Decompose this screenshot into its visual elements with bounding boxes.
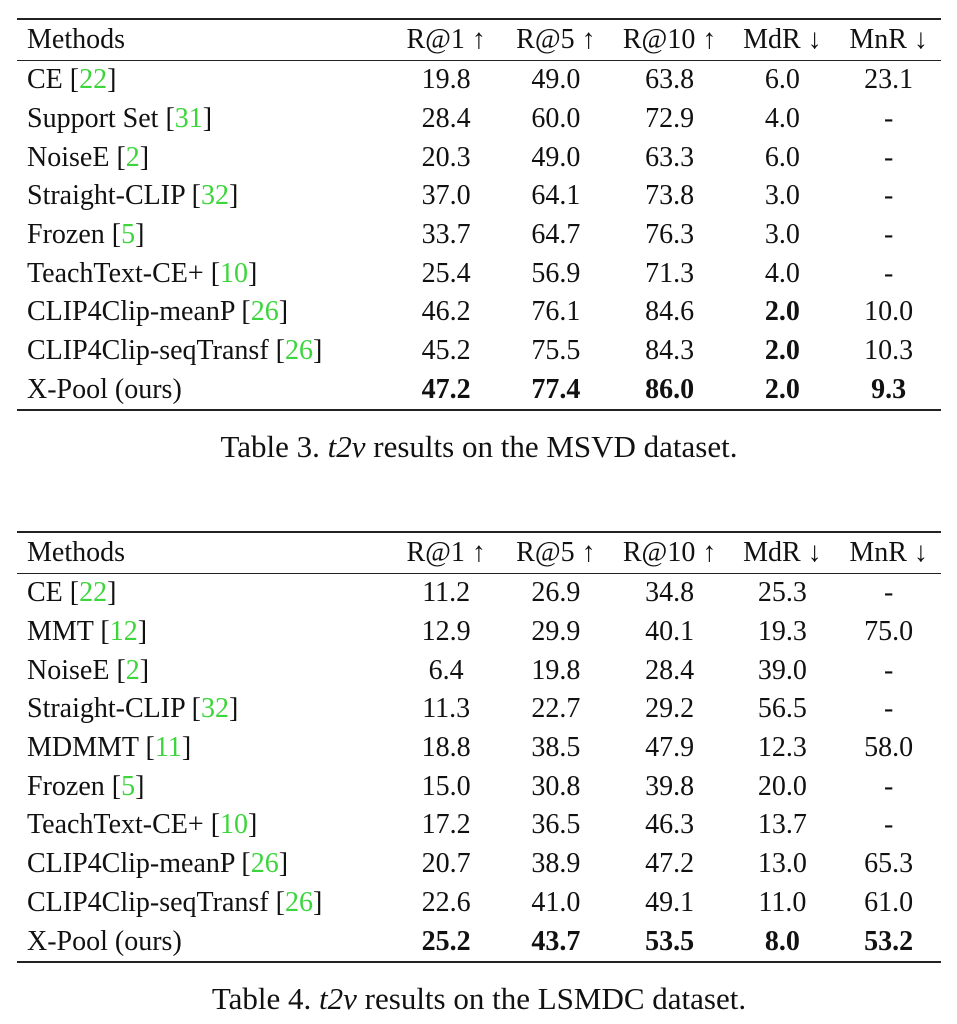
r10-value: 63.8 bbox=[645, 64, 695, 96]
caption-prefix: Table 4. bbox=[211, 980, 312, 1016]
r1-value: 33.7 bbox=[421, 219, 471, 251]
r10-value: 63.3 bbox=[645, 141, 695, 173]
r1-value: 45.2 bbox=[421, 335, 471, 367]
table-row bbox=[17, 138, 941, 177]
method-cell: TeachText-CE+ [10] bbox=[27, 257, 258, 289]
mnr-value: 23.1 bbox=[864, 64, 914, 96]
mnr-value: 10.3 bbox=[864, 335, 914, 367]
table-row bbox=[17, 61, 941, 100]
method-name: X-Pool (ours) bbox=[27, 373, 182, 405]
table-row bbox=[17, 884, 941, 923]
mnr-value: - bbox=[883, 141, 894, 173]
mdr-value: 25.3 bbox=[757, 577, 807, 609]
r10-value: 73.8 bbox=[645, 180, 695, 212]
mdr-value: 3.0 bbox=[764, 219, 800, 251]
r10-value: 86.0 bbox=[645, 373, 695, 405]
header-r5: R@5 ↑ bbox=[516, 537, 596, 568]
mdr-value: 39.0 bbox=[757, 654, 807, 686]
mdr-value: 20.0 bbox=[757, 770, 807, 802]
citation-link[interactable]: 31 bbox=[174, 103, 203, 135]
method-name: CE bbox=[27, 64, 63, 96]
mnr-value: - bbox=[883, 809, 894, 841]
r10-value: 76.3 bbox=[645, 219, 695, 251]
method-name: Straight-CLIP bbox=[27, 180, 185, 212]
table-row bbox=[17, 100, 941, 139]
table-row bbox=[17, 574, 941, 613]
method-name: MDMMT bbox=[27, 732, 139, 764]
mdr-value: 4.0 bbox=[764, 103, 800, 135]
r10-value: 71.3 bbox=[645, 257, 695, 289]
r1-value: 25.2 bbox=[421, 925, 471, 957]
r10-value: 72.9 bbox=[645, 103, 695, 135]
table-row bbox=[17, 216, 941, 255]
header-mdr: MdR ↓ bbox=[743, 24, 822, 55]
method-name: Support Set bbox=[27, 103, 159, 135]
mdr-value: 3.0 bbox=[764, 180, 800, 212]
method-cell: TeachText-CE+ [10] bbox=[27, 809, 258, 841]
citation-link[interactable]: 22 bbox=[79, 64, 108, 96]
table-row bbox=[17, 922, 941, 962]
mdr-value: 13.7 bbox=[757, 809, 807, 841]
r5-value: 38.9 bbox=[531, 848, 581, 880]
citation-link[interactable]: 12 bbox=[109, 616, 138, 648]
r5-value: 56.9 bbox=[531, 257, 581, 289]
citation-link[interactable]: 32 bbox=[200, 693, 229, 725]
method-name: Frozen bbox=[27, 219, 105, 251]
mnr-value: 53.2 bbox=[864, 925, 914, 957]
method-cell: CE [22] bbox=[27, 64, 117, 96]
mdr-value: 2.0 bbox=[764, 373, 800, 405]
mnr-value: - bbox=[883, 103, 894, 135]
mdr-value: 56.5 bbox=[757, 693, 807, 725]
table-3-caption bbox=[17, 429, 941, 465]
method-cell: CLIP4Clip-seqTransf [26] bbox=[27, 335, 323, 367]
caption-suffix: results on the LSMDC dataset. bbox=[364, 980, 747, 1016]
method-name: Straight-CLIP bbox=[27, 693, 185, 725]
lsmdc-table-block bbox=[17, 531, 941, 1017]
r1-value: 6.4 bbox=[428, 654, 464, 686]
mdr-value: 4.0 bbox=[764, 257, 800, 289]
r1-value: 25.4 bbox=[421, 257, 471, 289]
citation-link[interactable]: 5 bbox=[121, 219, 136, 251]
r5-value: 19.8 bbox=[531, 654, 581, 686]
method-cell: MDMMT [11] bbox=[27, 732, 192, 764]
citation-link[interactable]: 2 bbox=[125, 654, 140, 686]
method-cell: CE [22] bbox=[27, 577, 117, 609]
r5-value: 43.7 bbox=[531, 925, 581, 957]
method-name: CLIP4Clip-seqTransf bbox=[27, 886, 269, 918]
r5-value: 41.0 bbox=[531, 886, 581, 918]
method-name: CE bbox=[27, 577, 63, 609]
mdr-value: 11.0 bbox=[758, 886, 807, 918]
method-name: CLIP4Clip-meanP bbox=[27, 848, 235, 880]
r1-value: 11.3 bbox=[422, 693, 471, 725]
caption-math: t2v bbox=[327, 429, 366, 465]
method-cell: CLIP4Clip-meanP [26] bbox=[27, 848, 289, 880]
citation-link[interactable]: 26 bbox=[250, 848, 279, 880]
r5-value: 49.0 bbox=[531, 141, 581, 173]
mnr-value: - bbox=[883, 577, 894, 609]
r5-value: 49.0 bbox=[531, 64, 581, 96]
header-r10: R@10 ↑ bbox=[622, 24, 717, 55]
method-name: CLIP4Clip-meanP bbox=[27, 296, 235, 328]
method-cell bbox=[17, 922, 391, 962]
mnr-value: - bbox=[883, 180, 894, 212]
header-r5: R@5 ↑ bbox=[516, 24, 596, 55]
citation-link[interactable]: 10 bbox=[220, 257, 249, 289]
mnr-value: - bbox=[883, 257, 894, 289]
method-name: TeachText-CE+ bbox=[27, 809, 204, 841]
mnr-value: 58.0 bbox=[864, 732, 914, 764]
citation-link[interactable]: 26 bbox=[284, 335, 313, 367]
mnr-value: - bbox=[883, 654, 894, 686]
citation-link[interactable]: 32 bbox=[200, 180, 229, 212]
header-r10: R@10 ↑ bbox=[622, 537, 717, 568]
citation-link[interactable]: 10 bbox=[220, 809, 249, 841]
r5-value: 29.9 bbox=[531, 616, 581, 648]
r1-value: 37.0 bbox=[421, 180, 471, 212]
mdr-value: 8.0 bbox=[764, 925, 800, 957]
citation-link[interactable]: 22 bbox=[79, 577, 108, 609]
method-cell: MMT [12] bbox=[27, 616, 148, 648]
caption-suffix: results on the MSVD dataset. bbox=[373, 429, 738, 465]
method-cell: Frozen [5] bbox=[27, 219, 145, 251]
mnr-value: 10.0 bbox=[864, 296, 914, 328]
table-row bbox=[17, 371, 941, 411]
mdr-value: 19.3 bbox=[757, 616, 807, 648]
r5-value: 75.5 bbox=[531, 335, 581, 367]
r10-value: 84.6 bbox=[645, 296, 695, 328]
mnr-value: 75.0 bbox=[864, 616, 914, 648]
mnr-value: - bbox=[883, 693, 894, 725]
table-row bbox=[17, 690, 941, 729]
table-row bbox=[17, 729, 941, 768]
mdr-value: 6.0 bbox=[764, 64, 800, 96]
method-name: TeachText-CE+ bbox=[27, 257, 204, 289]
r5-value: 64.1 bbox=[531, 180, 581, 212]
header-mnr: MnR ↓ bbox=[849, 537, 928, 568]
method-name: NoiseE bbox=[27, 654, 110, 686]
header-mdr: MdR ↓ bbox=[743, 537, 822, 568]
mnr-value: 65.3 bbox=[864, 848, 914, 880]
r10-value: 28.4 bbox=[645, 654, 695, 686]
msvd-results-table bbox=[17, 18, 941, 411]
table-row bbox=[17, 613, 941, 652]
r1-value: 11.2 bbox=[422, 577, 471, 609]
r10-value: 47.9 bbox=[645, 732, 695, 764]
r1-value: 18.8 bbox=[421, 732, 471, 764]
method-cell: Frozen [5] bbox=[27, 770, 145, 802]
method-name: NoiseE bbox=[27, 141, 110, 173]
mdr-value: 12.3 bbox=[757, 732, 807, 764]
r10-value: 47.2 bbox=[645, 848, 695, 880]
lsmdc-table-body bbox=[17, 574, 941, 962]
r1-value: 20.7 bbox=[421, 848, 471, 880]
table-4-caption bbox=[17, 981, 941, 1017]
r5-value: 38.5 bbox=[531, 732, 581, 764]
header-r1: R@1 ↑ bbox=[406, 537, 486, 568]
method-cell: CLIP4Clip-meanP [26] bbox=[27, 296, 289, 328]
method-name: Frozen bbox=[27, 770, 105, 802]
citation-link[interactable]: 5 bbox=[121, 770, 136, 802]
r10-value: 39.8 bbox=[645, 770, 695, 802]
table-row bbox=[17, 293, 941, 332]
r1-value: 47.2 bbox=[421, 373, 471, 405]
table-row bbox=[17, 651, 941, 690]
mnr-value: - bbox=[883, 219, 894, 251]
method-name: X-Pool (ours) bbox=[27, 925, 182, 957]
r5-value: 60.0 bbox=[531, 103, 581, 135]
r1-value: 12.9 bbox=[421, 616, 471, 648]
citation-link[interactable]: 11 bbox=[154, 732, 182, 764]
mnr-value: 9.3 bbox=[871, 373, 907, 405]
msvd-table-block bbox=[17, 18, 941, 465]
msvd-table-body bbox=[17, 61, 941, 411]
mnr-value: - bbox=[883, 770, 894, 802]
citation-link[interactable]: 26 bbox=[250, 296, 279, 328]
header-methods: Methods bbox=[27, 24, 125, 55]
caption-prefix: Table 3. bbox=[220, 429, 320, 465]
r10-value: 46.3 bbox=[645, 809, 695, 841]
r1-value: 15.0 bbox=[421, 770, 471, 802]
mdr-value: 6.0 bbox=[764, 141, 800, 173]
mdr-value: 13.0 bbox=[757, 848, 807, 880]
header-methods: Methods bbox=[27, 537, 125, 568]
r1-value: 28.4 bbox=[421, 103, 471, 135]
method-cell: NoiseE [2] bbox=[27, 141, 150, 173]
r5-value: 64.7 bbox=[531, 219, 581, 251]
table-row bbox=[17, 845, 941, 884]
citation-link[interactable]: 2 bbox=[125, 141, 140, 173]
table-row bbox=[17, 767, 941, 806]
table-row bbox=[17, 332, 941, 371]
r5-value: 22.7 bbox=[531, 693, 581, 725]
r1-value: 19.8 bbox=[421, 64, 471, 96]
r10-value: 53.5 bbox=[645, 925, 695, 957]
method-cell: Straight-CLIP [32] bbox=[27, 180, 239, 212]
table-header-row bbox=[17, 19, 941, 61]
r5-value: 76.1 bbox=[531, 296, 581, 328]
mdr-value: 2.0 bbox=[764, 335, 800, 367]
caption-math: t2v bbox=[319, 980, 357, 1016]
table-row bbox=[17, 177, 941, 216]
r10-value: 49.1 bbox=[645, 886, 695, 918]
method-cell: Straight-CLIP [32] bbox=[27, 693, 239, 725]
header-r1: R@1 ↑ bbox=[406, 24, 486, 55]
r5-value: 30.8 bbox=[531, 770, 581, 802]
table-row bbox=[17, 254, 941, 293]
r1-value: 20.3 bbox=[421, 141, 471, 173]
r10-value: 40.1 bbox=[645, 616, 695, 648]
table-row bbox=[17, 806, 941, 845]
method-cell bbox=[17, 371, 391, 411]
method-name: CLIP4Clip-seqTransf bbox=[27, 335, 269, 367]
mdr-value: 2.0 bbox=[764, 296, 800, 328]
table-header-row bbox=[17, 532, 941, 574]
lsmdc-results-table bbox=[17, 531, 941, 963]
method-name: MMT bbox=[27, 616, 94, 648]
r5-value: 36.5 bbox=[531, 809, 581, 841]
mnr-value: 61.0 bbox=[864, 886, 914, 918]
r5-value: 77.4 bbox=[531, 373, 581, 405]
r10-value: 29.2 bbox=[645, 693, 695, 725]
r5-value: 26.9 bbox=[531, 577, 581, 609]
header-mnr: MnR ↓ bbox=[849, 24, 928, 55]
r1-value: 22.6 bbox=[421, 886, 471, 918]
method-cell: Support Set [31] bbox=[27, 103, 213, 135]
citation-link[interactable]: 26 bbox=[284, 886, 313, 918]
r10-value: 84.3 bbox=[645, 335, 695, 367]
method-cell: NoiseE [2] bbox=[27, 654, 150, 686]
r1-value: 17.2 bbox=[421, 809, 471, 841]
r1-value: 46.2 bbox=[421, 296, 471, 328]
method-cell: CLIP4Clip-seqTransf [26] bbox=[27, 886, 323, 918]
r10-value: 34.8 bbox=[645, 577, 695, 609]
